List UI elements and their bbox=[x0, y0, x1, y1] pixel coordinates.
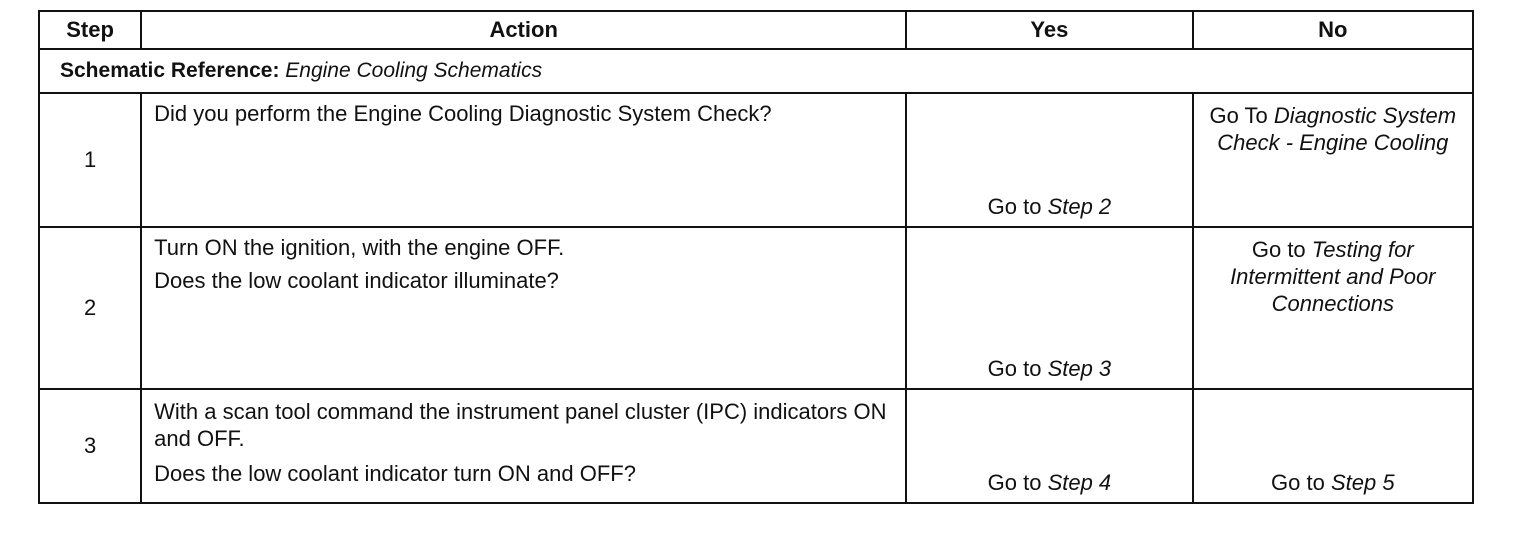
no-prefix: Go to bbox=[1251, 237, 1306, 262]
action-text: With a scan tool command the instrument panel cluster (IPC) indicators ON and OFF. bbox=[154, 399, 887, 451]
no-prefix: Go To bbox=[1209, 103, 1268, 128]
action-text: Did you perform the Engine Cooling Diagnostic System Check? bbox=[154, 101, 772, 126]
header-no: No bbox=[1193, 11, 1473, 49]
action-text: Turn ON the ignition, with the engine OFF. bbox=[154, 235, 565, 260]
no-cell bbox=[1193, 227, 1473, 389]
header-row bbox=[39, 11, 1473, 49]
yes-cell bbox=[906, 93, 1192, 227]
step-number: 1 bbox=[39, 93, 141, 227]
no-cell bbox=[1193, 93, 1473, 227]
yes-target: Step 2 bbox=[1047, 194, 1112, 219]
yes-target: Step 4 bbox=[1047, 470, 1112, 495]
yes-prefix: Go to bbox=[987, 356, 1042, 381]
diagnostic-table bbox=[38, 10, 1474, 504]
table-row bbox=[39, 389, 1473, 503]
yes-target: Step 3 bbox=[1047, 356, 1112, 381]
no-target: Diagnostic System Check - Engine Cooling bbox=[1217, 103, 1457, 155]
reference-row bbox=[39, 49, 1473, 93]
schematic-reference bbox=[39, 49, 1473, 93]
no-target: Step 5 bbox=[1330, 470, 1395, 495]
step-number: 3 bbox=[39, 389, 141, 503]
no-prefix: Go to bbox=[1271, 470, 1325, 495]
reference-label: Schematic Reference: bbox=[60, 59, 280, 82]
no-target: Testing for Intermittent and Poor Connections bbox=[1230, 237, 1436, 316]
yes-prefix: Go to bbox=[987, 194, 1042, 219]
header-action: Action bbox=[141, 11, 906, 49]
header-step: Step bbox=[39, 11, 141, 49]
action-cell bbox=[141, 389, 906, 503]
action-cell bbox=[141, 93, 906, 227]
header-yes: Yes bbox=[906, 11, 1192, 49]
yes-cell bbox=[906, 389, 1192, 503]
no-cell bbox=[1193, 389, 1473, 503]
table-row bbox=[39, 93, 1473, 227]
reference-value: Engine Cooling Schematics bbox=[285, 59, 543, 82]
step-number: 2 bbox=[39, 227, 141, 389]
yes-prefix: Go to bbox=[987, 470, 1042, 495]
action-cell bbox=[141, 227, 906, 389]
table-row bbox=[39, 227, 1473, 389]
action-question: Does the low coolant indicator illuminate? bbox=[154, 268, 559, 293]
yes-cell bbox=[906, 227, 1192, 389]
action-question: Does the low coolant indicator turn ON and OFF? bbox=[154, 461, 636, 486]
